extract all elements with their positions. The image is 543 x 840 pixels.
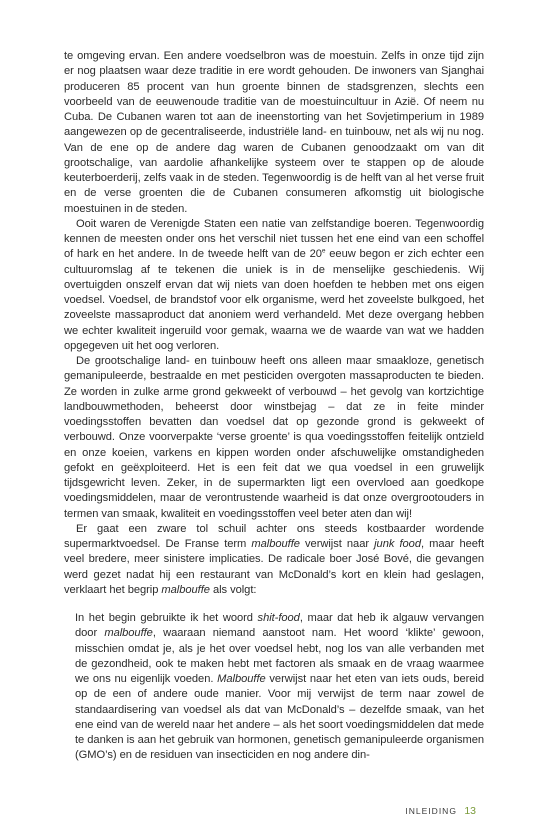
italic-term: malbouffe (161, 583, 210, 596)
paragraph (64, 217, 484, 354)
text-run: In het begin gebruikte ik het woord (75, 612, 258, 624)
page-body (64, 49, 484, 764)
paragraph (64, 49, 484, 217)
text-run: Er gaat een zware tol schuil achter ons steeds kostbaarder wordende supermarktvoedsel. De Franse term (64, 522, 484, 550)
paragraph (64, 354, 484, 522)
italic-term: malbouffe (251, 538, 300, 550)
italic-term: shit-food (257, 612, 300, 624)
text-run: te omgeving ervan. Een andere voedselbron was de moestuin. Zelfs in onze tijd zijn er nog plaatsen waar deze traditie in ere wordt gehouden. De inwoners van Sjanghai produceren 85 procent van hun groente binnen de stadsgrenzen, slechts een voorbeeld van de eeuwenoude traditie van de moestuincultuur in Azië. Of neem nu Cuba. De Cubanen waren tot aan de ineenstorting van het Sovjetimperium in 1989 aangewezen op de gecentraliseerde, industriële land- en tuinbouw, net als wij nu nog. Van de ene op de andere dag waren de Cubanen genoodzaakt om van dit grootschalige, van aardolie afhankelijke systeem over te stappen op de aloude keuterboerderij, zelfs vaak in de steden. Tegenwoordig is de helft van al het verse fruit en de verse groenten die de Cubanen consumeren afkomstig uit biologische moestuinen in de steden. (64, 50, 484, 215)
text-run: eeuw begon er zich echter een cultuuromslag af te tekenen die uniek is in de menselijke geschiedenis. Wij overtuigden onszelf ervan dat wij niets van doen hoefden te hebben met ons eigen voedsel. Voedsel, de brandstof voor elk organisme, werd het zoveelste bulkgoed, het zoveelste massaproduct dat anoniem werd verhandeld. Met deze overgang hebben we echter kwaliteit ingeruild voor gemak, waarna we de waarde van wat we hadden opgegeven uit het oog verloren. (64, 248, 484, 352)
block-quote (75, 611, 484, 764)
italic-term: junk food (374, 538, 421, 550)
superscript: e (321, 247, 326, 255)
text-run: verwijst naar (299, 538, 375, 550)
page-footer (0, 805, 476, 817)
text-run: Ooit waren de Verenigde Staten een natie van zelfstandige boeren. Tegenwoordig kennen de meesten onder ons het verschil niet tussen het ene eind van een schoffel of hark en het andere. In de tweede helft van de 20 (64, 217, 484, 261)
running-head: INLEIDING (405, 806, 457, 816)
text-run: als volgt: (209, 583, 257, 596)
body-text (64, 49, 484, 598)
paragraph (64, 522, 484, 598)
text-run: , maar dat heb ik algauw vervangen door (75, 612, 484, 640)
text-run: , waaraan niemand aanstoot nam. Het woord ‘klikte’ gewoon, misschien omdat je, als je het over voedsel hebt, nog los van alle verbanden met de gezondheid, ook te maken hebt met factoren als smaak en de vraag waarmee we ons nu eigenlijk voeden. (75, 627, 484, 685)
italic-term: Malbouffe (217, 673, 266, 685)
text-run: De grootschalige land- en tuinbouw heeft ons alleen maar smaakloze, genetisch gemanipuleerde, bestraalde en met pesticiden overgoten massaproducten te bieden. Ze worden in zulke arme grond gekweekt of verbouwd – het gevolg van kortzichtige landbouwmethoden, beheerst door winstbejag – dat ze in feite minder voedingsstoffen bevatten dan voedsel dat op gezonde grond is gekweekt of verbouwd. Onze voorverpakte ‘verse groente’ is qua voedingsstoffen feitelijk ontzield en onze koeien, varkens en kippen worden onder afschuwelijke omstandigheden gefokt en geëxploiteerd. Het is een feit dat we qua voedsel in een gruwelijk tijdsgewricht leven. Zeker, in de supermarkten ligt een overvloed aan goedkope voedingsmiddelen, maar de verontrustende waarheid is dat onze overgrootouders in termen van smaak, kwaliteit en voedingsstoffen veel beter aten dan wij! (64, 355, 484, 520)
page-number: 13 (464, 805, 476, 817)
text-run: , maar heeft veel bredere, meer sinistere implicaties. De radicale boer José Bové, die gevangen werd gezet nadat hij een restaurant van McDonald’s kort en klein had geslagen, verklaart het begrip (64, 538, 484, 596)
italic-term: malbouffe (104, 627, 153, 640)
text-run: verwijst naar het eten van iets ouds, bereid op de een of andere oude manier. Voor mij verwijst de term naar zowel de standaardisering van voedsel als dat van McDonald’s – dezelfde smaak, van het ene eind van de wereld naar het andere – als het soort voedingsmiddelen dat mede te danken is aan het gebruik van hormonen, genetisch gemanipuleerde organismen (GMO’s) en de residuen van insecticiden en nog andere din- (75, 673, 484, 762)
